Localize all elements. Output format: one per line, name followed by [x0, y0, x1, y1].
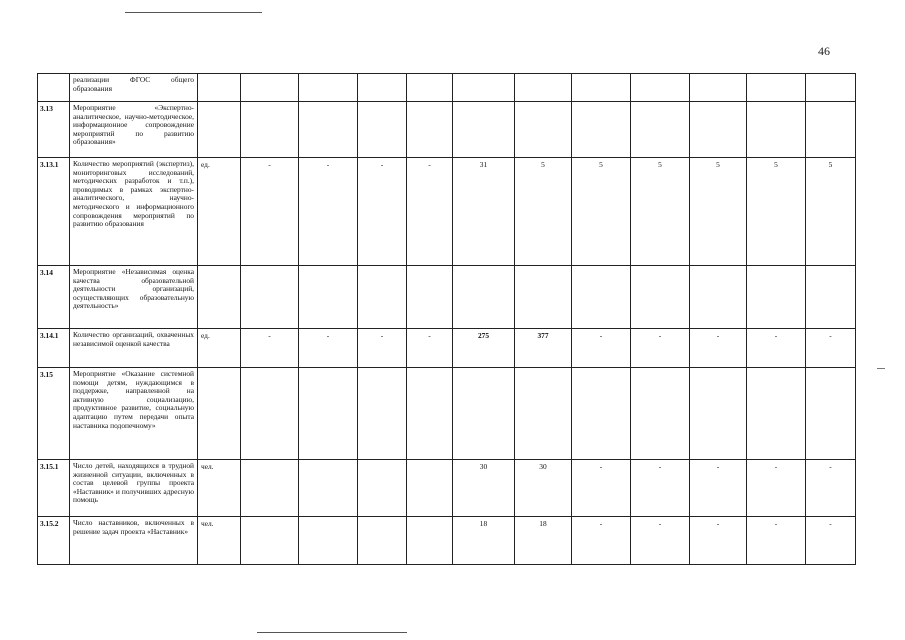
- row-number: 3.14.1: [38, 329, 70, 368]
- value-cell: [241, 266, 299, 329]
- value-cell: [241, 368, 299, 460]
- row-number: 3.15.2: [38, 517, 70, 565]
- value-cell: -: [407, 158, 453, 266]
- value-cell: -: [806, 329, 856, 368]
- table-body: [38, 74, 856, 565]
- value-cell: -: [572, 460, 631, 517]
- value-cell: [241, 517, 299, 565]
- value-cell: [631, 102, 690, 158]
- value-cell: [453, 74, 515, 102]
- value-cell: [453, 102, 515, 158]
- row-description: Количество мероприятий (экспертиз), мониторинговых исследований, методических разработок и т.п.), проводимых в рамках экспертно-аналитического, научно-методического и информационного сопровождения мероприятий по развитию образования: [70, 158, 198, 266]
- value-cell: [747, 368, 806, 460]
- value-cell: [690, 102, 747, 158]
- value-cell: [358, 368, 407, 460]
- value-cell: 5: [690, 158, 747, 266]
- value-cell: 5: [631, 158, 690, 266]
- value-cell: [358, 102, 407, 158]
- value-cell: [299, 102, 358, 158]
- value-cell: [299, 368, 358, 460]
- row-description: Количество организаций, охваченных независимой оценкой качества: [70, 329, 198, 368]
- row-number: 3.13.1: [38, 158, 70, 266]
- value-cell: [690, 368, 747, 460]
- value-cell: -: [631, 517, 690, 565]
- row-unit: [198, 74, 241, 102]
- indicators-table: [37, 73, 856, 565]
- value-cell: -: [572, 517, 631, 565]
- value-cell: [241, 460, 299, 517]
- value-cell: [806, 266, 856, 329]
- value-cell: 377: [515, 329, 572, 368]
- row-unit: ед.: [198, 329, 241, 368]
- table-row: [38, 74, 856, 102]
- value-cell: -: [241, 158, 299, 266]
- value-cell: [572, 102, 631, 158]
- row-description: Мероприятие «Независимая оценка качества образовательной деятельности организаций, осуществляющих образовательную деятельность»: [70, 266, 198, 329]
- row-description: реализации ФГОС общего образования: [70, 74, 198, 102]
- value-cell: -: [358, 329, 407, 368]
- row-description: Число детей, находящихся в трудной жизненной ситуации, включенных в состав целевой группы проекта «Наставник» и получивших адресную помощь: [70, 460, 198, 517]
- value-cell: -: [806, 517, 856, 565]
- value-cell: [572, 368, 631, 460]
- value-cell: 18: [453, 517, 515, 565]
- value-cell: -: [631, 329, 690, 368]
- value-cell: 275: [453, 329, 515, 368]
- table-row: [38, 517, 856, 565]
- value-cell: -: [241, 329, 299, 368]
- value-cell: [515, 74, 572, 102]
- value-cell: [572, 266, 631, 329]
- row-number: 3.14: [38, 266, 70, 329]
- page-number: 46: [818, 44, 830, 58]
- value-cell: [299, 266, 358, 329]
- value-cell: -: [299, 158, 358, 266]
- value-cell: [747, 74, 806, 102]
- scan-artifact-top-line: [125, 12, 262, 13]
- value-cell: [690, 74, 747, 102]
- row-unit: [198, 266, 241, 329]
- row-description: Мероприятие «Экспертно-аналитическое, научно-методическое, информационное сопровождение мероприятий по развитию образования»: [70, 102, 198, 158]
- value-cell: [299, 460, 358, 517]
- value-cell: 18: [515, 517, 572, 565]
- value-cell: [407, 517, 453, 565]
- row-unit: [198, 368, 241, 460]
- row-unit: ед.: [198, 158, 241, 266]
- value-cell: [299, 517, 358, 565]
- value-cell: [572, 74, 631, 102]
- value-cell: [407, 74, 453, 102]
- value-cell: 5: [806, 158, 856, 266]
- value-cell: 30: [515, 460, 572, 517]
- table-row: [38, 158, 856, 266]
- value-cell: [747, 266, 806, 329]
- value-cell: 5: [572, 158, 631, 266]
- row-number: 3.13: [38, 102, 70, 158]
- row-number: 3.15: [38, 368, 70, 460]
- table-row: [38, 329, 856, 368]
- row-unit: [198, 102, 241, 158]
- value-cell: [299, 74, 358, 102]
- value-cell: [690, 266, 747, 329]
- value-cell: -: [747, 517, 806, 565]
- value-cell: -: [690, 329, 747, 368]
- value-cell: [515, 102, 572, 158]
- value-cell: [241, 74, 299, 102]
- value-cell: [358, 517, 407, 565]
- value-cell: -: [407, 329, 453, 368]
- value-cell: -: [690, 517, 747, 565]
- row-description: Мероприятие «Оказание системной помощи детям, нуждающимся в поддержке, направленной на активную социализацию, продуктивное развитие, социальную адаптацию путем передачи опыта наставника подопечному»: [70, 368, 198, 460]
- value-cell: [806, 102, 856, 158]
- row-unit: чел.: [198, 460, 241, 517]
- table-row: [38, 368, 856, 460]
- row-number: 3.15.1: [38, 460, 70, 517]
- value-cell: -: [358, 158, 407, 266]
- value-cell: -: [572, 329, 631, 368]
- value-cell: [358, 74, 407, 102]
- value-cell: [806, 368, 856, 460]
- table-row: [38, 460, 856, 517]
- value-cell: [358, 266, 407, 329]
- value-cell: [747, 102, 806, 158]
- value-cell: 5: [747, 158, 806, 266]
- value-cell: -: [299, 329, 358, 368]
- value-cell: [453, 266, 515, 329]
- value-cell: -: [747, 460, 806, 517]
- value-cell: 5: [515, 158, 572, 266]
- value-cell: [241, 102, 299, 158]
- scan-artifact-right-mark: [877, 368, 885, 369]
- value-cell: [515, 368, 572, 460]
- row-description: Число наставников, включенных в решение задач проекта «Наставник»: [70, 517, 198, 565]
- value-cell: [453, 368, 515, 460]
- value-cell: 30: [453, 460, 515, 517]
- value-cell: 31: [453, 158, 515, 266]
- value-cell: -: [806, 460, 856, 517]
- value-cell: -: [747, 329, 806, 368]
- table-row: [38, 266, 856, 329]
- row-number: [38, 74, 70, 102]
- value-cell: -: [690, 460, 747, 517]
- value-cell: -: [631, 460, 690, 517]
- scan-artifact-bottom-line: [257, 632, 407, 633]
- value-cell: [407, 460, 453, 517]
- value-cell: [407, 368, 453, 460]
- value-cell: [515, 266, 572, 329]
- value-cell: [631, 368, 690, 460]
- value-cell: [806, 74, 856, 102]
- value-cell: [358, 460, 407, 517]
- value-cell: [407, 266, 453, 329]
- value-cell: [407, 102, 453, 158]
- value-cell: [631, 266, 690, 329]
- table-row: [38, 102, 856, 158]
- value-cell: [631, 74, 690, 102]
- row-unit: чел.: [198, 517, 241, 565]
